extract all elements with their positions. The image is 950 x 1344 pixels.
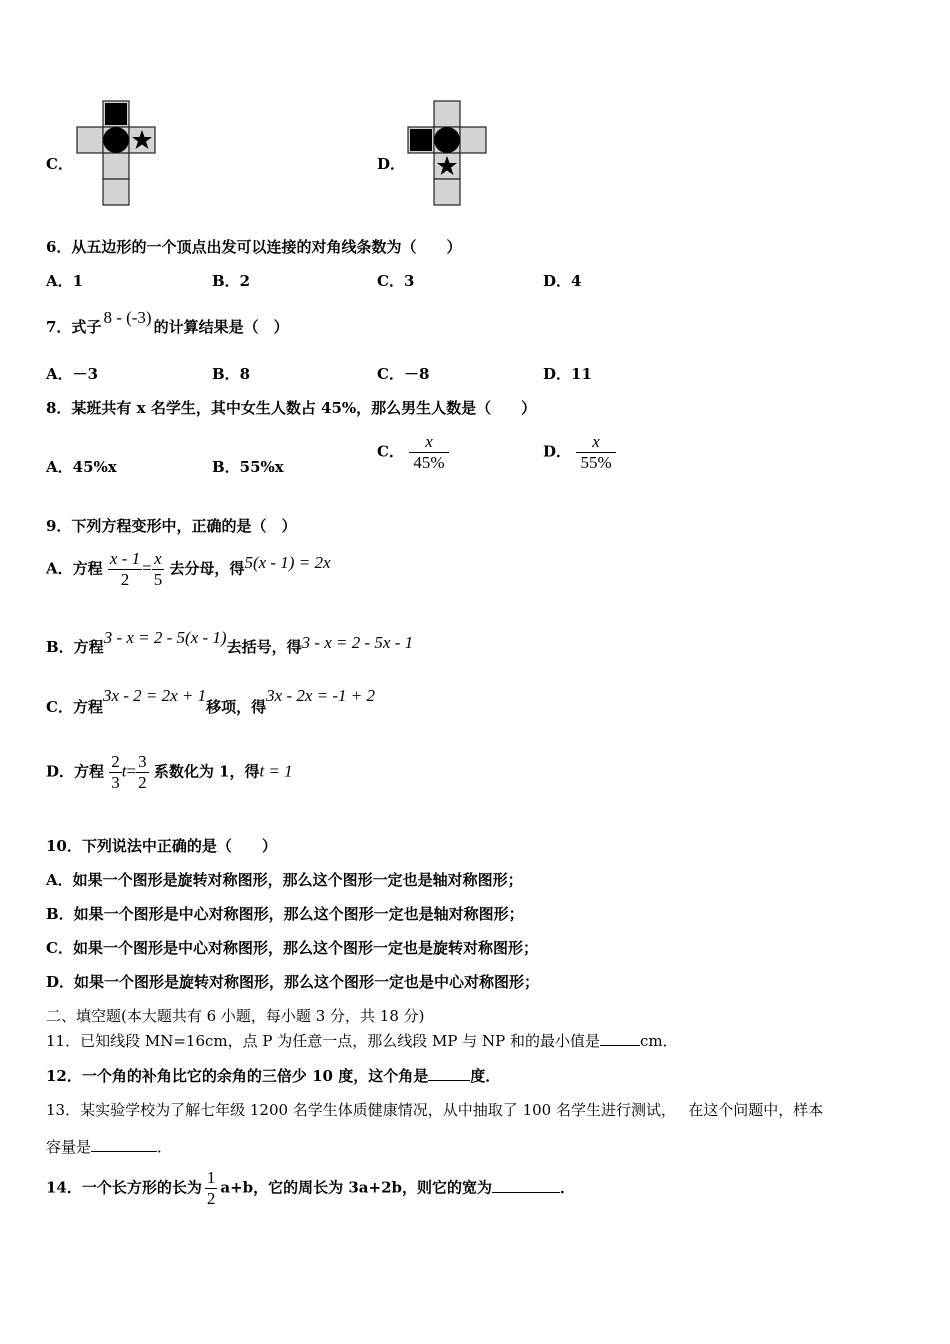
q12-unit: 度． xyxy=(470,1067,501,1085)
equals-sign: = xyxy=(126,761,137,781)
equals-sign: = xyxy=(142,558,152,578)
q6-option-a[interactable]: A．1 xyxy=(46,272,84,290)
fraction-numerator: 2 xyxy=(111,752,120,771)
q7-expression: 8 - (-3) xyxy=(103,308,152,327)
q9-option-a[interactable] xyxy=(46,549,330,590)
q9-option-a-result: 5(x - 1) = 2x xyxy=(244,552,331,572)
q13-end: ． xyxy=(157,1138,173,1156)
q10-option-b[interactable]: B．如果一个图形是中心对称图形，那么这个图形一定也是轴对称图形； xyxy=(46,905,524,923)
q10-option-d[interactable]: D．如果一个图形是旋转对称图形，那么这个图形一定也是中心对称图形； xyxy=(46,973,540,991)
q9-option-b[interactable] xyxy=(46,628,414,657)
q14-end: ． xyxy=(560,1178,576,1197)
net-cell xyxy=(460,127,486,153)
q11-text: 11．已知线段 MN=16cm，点 P 为任意一点，那么线段 MP 与 NP 和的最小值是 xyxy=(46,1032,600,1050)
q9-option-c-result: 3x - 2x = -1 + 2 xyxy=(266,686,376,705)
q6-option-b[interactable]: B．2 xyxy=(212,272,251,290)
q9-option-c-label: C．方程 xyxy=(46,698,103,716)
q14 xyxy=(46,1168,575,1209)
q10-option-c[interactable]: C．如果一个图形是中心对称图形，那么这个图形一定也是旋转对称图形； xyxy=(46,939,538,957)
fraction-numerator: 1 xyxy=(206,1168,216,1187)
q13-line-1: 13．某实验学校为了解七年级 1200 名学生体质健康情况，从中抽取了 100 名学生进行测试， 在这个问题中，样本 xyxy=(46,1101,824,1119)
q9-option-d-fraction-2 xyxy=(136,752,149,793)
q9-option-d-result: t = 1 xyxy=(259,761,293,781)
q8-option-c[interactable] xyxy=(377,432,449,473)
fraction-denominator: 2 xyxy=(206,1189,216,1208)
q6-option-c[interactable]: C．3 xyxy=(377,272,415,290)
q12-answer-blank[interactable] xyxy=(428,1066,470,1081)
fraction-numerator: x xyxy=(409,432,449,453)
black-square-icon xyxy=(410,129,432,151)
fraction-numerator: x xyxy=(576,432,616,453)
q12-text: 12．一个角的补角比它的余角的三倍少 10 度，这个角是 xyxy=(46,1067,429,1085)
q5-option-d-label[interactable]: D． xyxy=(377,155,406,173)
q9-option-b-equation: 3 - x = 2 - 5(x - 1) xyxy=(103,628,227,647)
q6-stem: 6．从五边形的一个顶点出发可以连接的对角线条数为（ ） xyxy=(46,238,462,256)
q9-option-a-fraction-1 xyxy=(108,549,142,590)
q13-line-2 xyxy=(46,1136,172,1157)
q9-option-a-middle: 去分母，得 xyxy=(169,559,245,578)
q8-option-d[interactable] xyxy=(543,432,616,473)
black-square-icon xyxy=(105,103,127,125)
q9-option-d-middle: 系数化为 1，得 xyxy=(153,762,260,781)
q11-answer-blank[interactable] xyxy=(600,1031,640,1046)
q7-stem-prefix: 7．式子 xyxy=(46,318,102,336)
fraction-denominator: 55% xyxy=(580,453,612,472)
fraction-numerator: x xyxy=(152,549,165,570)
q9-option-c-middle: 移项，得 xyxy=(206,698,267,716)
q7-stem-suffix: 的计算结果是（ ） xyxy=(153,318,289,336)
variable-t: t xyxy=(121,761,127,781)
black-circle-icon xyxy=(103,127,129,153)
q8-option-b[interactable]: B．55%x xyxy=(212,458,284,476)
q14-prefix: 14．一个长方形的长为 xyxy=(46,1178,202,1197)
fraction-numerator: 3 xyxy=(138,752,147,771)
section-2-heading: 二、填空题(本大题共有 6 小题，每小题 3 分，共 18 分) xyxy=(46,1007,425,1025)
q7-option-d[interactable]: D．11 xyxy=(543,365,592,383)
net-cell xyxy=(77,127,103,153)
q8-option-c-fraction xyxy=(409,432,449,473)
q9-option-b-result: 3 - x = 2 - 5x - 1 xyxy=(301,633,414,652)
fraction-denominator: 3 xyxy=(111,773,120,792)
q5-option-c-label[interactable]: C． xyxy=(46,155,73,173)
q7-option-c[interactable]: C．－8 xyxy=(377,365,430,383)
q11 xyxy=(46,1030,678,1051)
q7-stem xyxy=(46,308,289,337)
black-circle-icon xyxy=(434,127,460,153)
q6-option-d[interactable]: D．4 xyxy=(543,272,582,290)
q8-stem: 8．某班共有 x 名学生，其中女生人数占 45%，那么男生人数是（ ） xyxy=(46,399,537,417)
q8-option-d-fraction xyxy=(576,432,616,473)
q11-unit: cm． xyxy=(640,1032,678,1050)
q13-text: 容量是 xyxy=(46,1138,92,1156)
q14-fraction xyxy=(205,1168,218,1209)
q9-option-d-fraction-1 xyxy=(109,752,122,793)
q14-middle: a+b，它的周长为 3a+2b，则它的宽为 xyxy=(220,1178,493,1197)
q7-option-b[interactable]: B．8 xyxy=(212,365,251,383)
q9-option-b-label: B．方程 xyxy=(46,638,104,656)
q5-option-c-cube-net[interactable] xyxy=(76,100,158,208)
q9-option-a-label: A．方程 xyxy=(46,559,103,578)
q9-stem: 9．下列方程变形中，正确的是（ ） xyxy=(46,517,297,535)
net-cell xyxy=(434,179,460,205)
q10-option-a[interactable]: A．如果一个图形是旋转对称图形，那么这个图形一定也是轴对称图形； xyxy=(46,871,523,889)
q9-option-b-middle: 去括号，得 xyxy=(226,638,302,656)
fraction-denominator: 2 xyxy=(138,773,147,792)
fraction-denominator: 5 xyxy=(153,570,163,589)
q8-option-c-label: C． xyxy=(377,442,404,461)
q8-option-a[interactable]: A．45%x xyxy=(46,458,117,476)
q9-option-a-fraction-2 xyxy=(152,549,165,590)
fraction-numerator: x - 1 xyxy=(109,549,141,568)
q9-option-d-label: D．方程 xyxy=(46,762,105,781)
fraction-denominator: 2 xyxy=(120,570,130,589)
q12 xyxy=(46,1065,500,1086)
q8-option-d-label: D． xyxy=(543,442,572,461)
fraction-denominator: 45% xyxy=(413,453,445,472)
q14-answer-blank[interactable] xyxy=(492,1178,560,1193)
q9-option-c-equation: 3x - 2 = 2x + 1 xyxy=(102,686,207,705)
net-cell xyxy=(103,153,129,179)
q9-option-d[interactable] xyxy=(46,752,293,793)
q9-option-c[interactable] xyxy=(46,686,376,717)
net-cell xyxy=(103,179,129,205)
q7-option-a[interactable]: A．－3 xyxy=(46,365,99,383)
q5-option-d-cube-net[interactable] xyxy=(407,100,489,208)
q10-stem: 10．下列说法中正确的是（ ） xyxy=(46,837,277,855)
net-cell xyxy=(434,101,460,127)
q13-answer-blank[interactable] xyxy=(91,1137,157,1152)
